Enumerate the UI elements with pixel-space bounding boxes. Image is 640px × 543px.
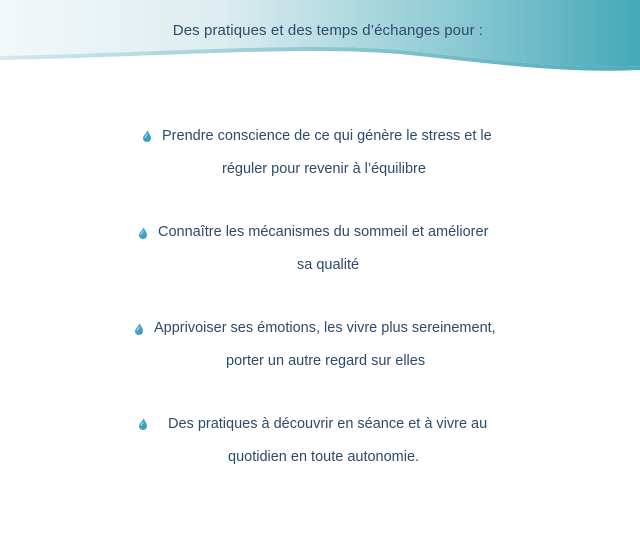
- droplet-icon: [134, 323, 144, 335]
- item-line-2: quotidien en toute autonomie.: [228, 449, 420, 465]
- item-line-1: Des pratiques à découvrir en séance et à vivre au: [168, 416, 488, 432]
- item-line-2: réguler pour revenir à l’équilibre: [222, 161, 426, 177]
- item-line-1: Prendre conscience de ce qui génère le stress et le: [162, 128, 492, 144]
- header-banner: [0, 0, 640, 80]
- item-line-2: sa qualité: [297, 257, 360, 273]
- item-line-1: Apprivoiser ses émotions, les vivre plus sereinement,: [154, 320, 496, 336]
- droplet-icon: [138, 418, 148, 430]
- droplet-icon: [138, 227, 148, 239]
- banner-title: Des pratiques et des temps d’échanges pour :: [172, 22, 484, 39]
- droplet-icon: [142, 130, 152, 142]
- item-line-1: Connaître les mécanismes du sommeil et améliorer: [158, 224, 489, 240]
- item-line-2: porter un autre regard sur elles: [226, 353, 426, 369]
- wave-background: [0, 0, 640, 80]
